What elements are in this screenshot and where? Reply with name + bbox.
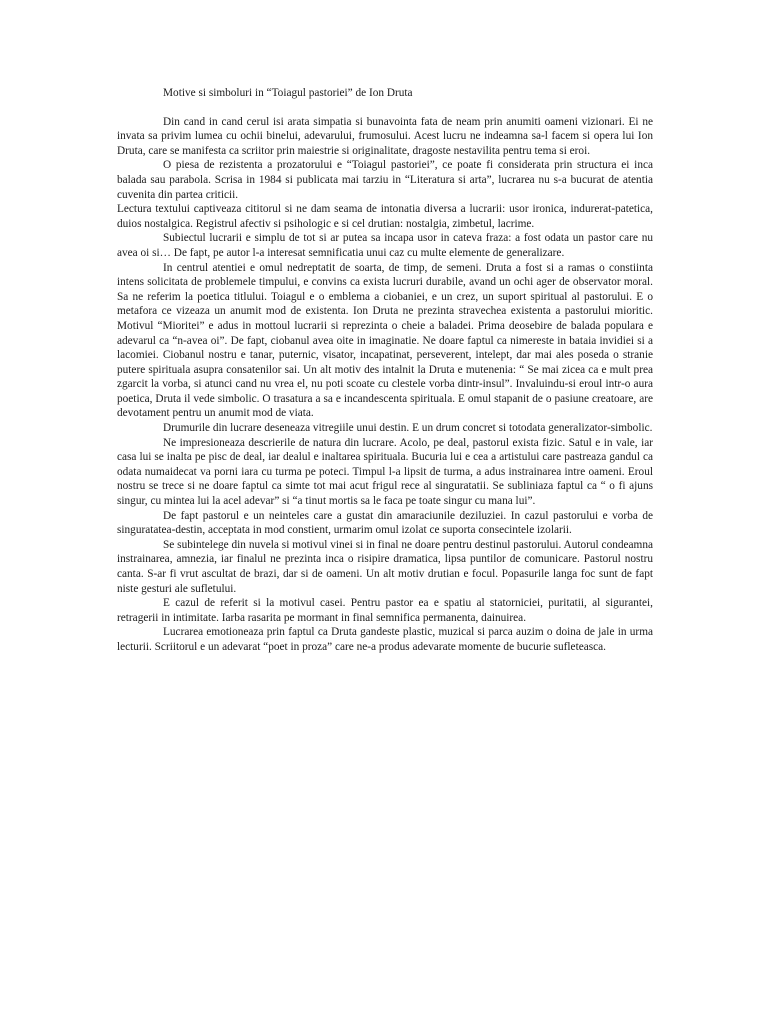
document-title: Motive si simboluri in “Toiagul pastoriei” de Ion Druta [163,87,413,99]
paragraph: Subiectul lucrarii e simplu de tot si ar putea sa incapa usor in cateva fraza: a fost odata un pastor care nu avea oi si… De fapt, pe autor l-a interesat semnificatia unui caz cu multe elemente de generalizare. [117,232,653,259]
paragraph-list [117,115,653,655]
paragraph: Drumurile din lucrare deseneaza vitregiile unui destin. E un drum concret si totodata generalizator-simbolic. [163,422,653,435]
paragraph: O piesa de rezistenta a prozatorului e “Toiagul pastoriei”, ce poate fi considerata prin structura ei inca balada sau parabola. Scrisa in 1984 si publicata mai tarziu in “Literatura si arta”, lucrarea nu s-a bucurat de atentia cuvenita din partea criticii. [117,159,653,201]
paragraph: E cazul de referit si la motivul casei. Pentru pastor ea e spatiu al statorniciei, puritatii, al sigurantei, retragerii in intimitate. Iarba rasarita pe mormant in final semnifica permanenta, dainuirea. [117,597,653,624]
paragraph: Ne impresioneaza descrierile de natura din lucrare. Acolo, pe deal, pastorul exista fizic. Satul e in vale, iar casa lui se inalta pe pisc de deal, iar dealul e inaltarea spirituala. Bucuria lui e cea a artistului care pastreaza gandul ca odata numaidecat va porni iara cu turma pe poteci. Timpul l-a lipsit de turma, a adus instrainarea intre oameni. Eroul nostru se trece si ne doare faptul ca simte tot mai acut frigul rece al singuratatii. Se subliniaza faptul ca “ o fi ajuns singur, cu mintea lui la acel adevar” si “a tinut mortis sa le faca pe toate singur cu mana lui”. [117,436,653,508]
paragraph: Lectura textului captiveaza cititorul si ne dam seama de intonatia diversa a lucrarii: usor ironica, indurerat-patetica, duios nostalgica. Registrul afectiv si psihologic e si cel drutian: nostalgia, zimbetul, lacrime. [117,203,653,230]
paragraph: Lucrarea emotioneaza prin faptul ca Druta gandeste plastic, muzical si parca auzim o doina de jale in urma lecturii. Scriitorul e un adevarat “poet in proza” care ne-a produs adevarate momente de bucurie sufleteasca. [117,626,653,653]
document-body [117,86,653,655]
paragraph: De fapt pastorul e un neinteles care a gustat din amaraciunile deziluziei. In cazul pastorului e vorba de singuratatea-destin, acceptata in mod constient, urmarim omul izolat ce suporta consecintele izolarii. [117,509,653,537]
paragraph: Se subintelege din nuvela si motivul vinei si in final ne doare pentru destinul pastorului. Autorul condeamna instrainarea, amnezia, iar finalul ne prezinta inca o risipire dramatica, lipsa puntilor de comunicare. Pastorul nostru canta. S-ar fi vrut ascultat de brazi, dar si de oameni. Un alt motiv drutian e focul. Popasurile langa foc sunt de fapt niste gesturi ale sufletului. [117,538,653,595]
paragraph: Din cand in cand cerul isi arata simpatia si bunavointa fata de neam prin anumiti oameni vizionari. Ei ne invata sa privim lumea cu ochii binelui, adevarului, frumosului. Acest lucru ne indeamna sa-l facem si opera lui Ion Druta, care se manifesta ca scriitor prin maiestrie si originalitate, dragoste nestavilita pentru tema si eroi. [117,115,653,157]
paragraph: In centrul atentiei e omul nedreptatit de soarta, de timp, de semeni. Druta a fost si a ramas o constiinta intens solicitata de problemele timpului, e convins ca exista lucruri durabile, avand un ochi ager de observator moral. Sa ne referim la poetica titlului. Toiagul e o emblema a ciobaniei, e un crez, un suport spiritual al pastorului. E o metafora ce vizeaza un anumit mod de existenta. Ion Druta ne prezinta stravechea existenta a pastorului mioritic. Motivul “Mioritei” e adus in mottoul lucrarii si reprezinta o cheie a baladei. Prima deosebire de balada populara e adevarul ca “n-avea oi”. De fapt, ciobanul avea oite in imaginatie. Ne doare faptul ca nimereste in bataia invidiei si a lacomiei. Ciobanul nostru e tanar, puternic, visator, incapatinat, perseverent, intelept, dar mai ales poseda o stranie putere spirituala asupra consatenilor sai. Un alt motiv des intalnit la Druta e mutenenia: “ Se mai zicea ca e mult prea zgarcit la vorba, si atunci cand nu vrea el, nu poti scoate cu clestele vorba dintr-insul”. Invaluindu-si eroul intr-o aura poetica, Druta il vede simbolic. O trasatura a sa e incandescenta spirituala. E omul stapanit de o pasiune creatoare, are devotament pentru un anumit mod de viata. [117,261,653,420]
